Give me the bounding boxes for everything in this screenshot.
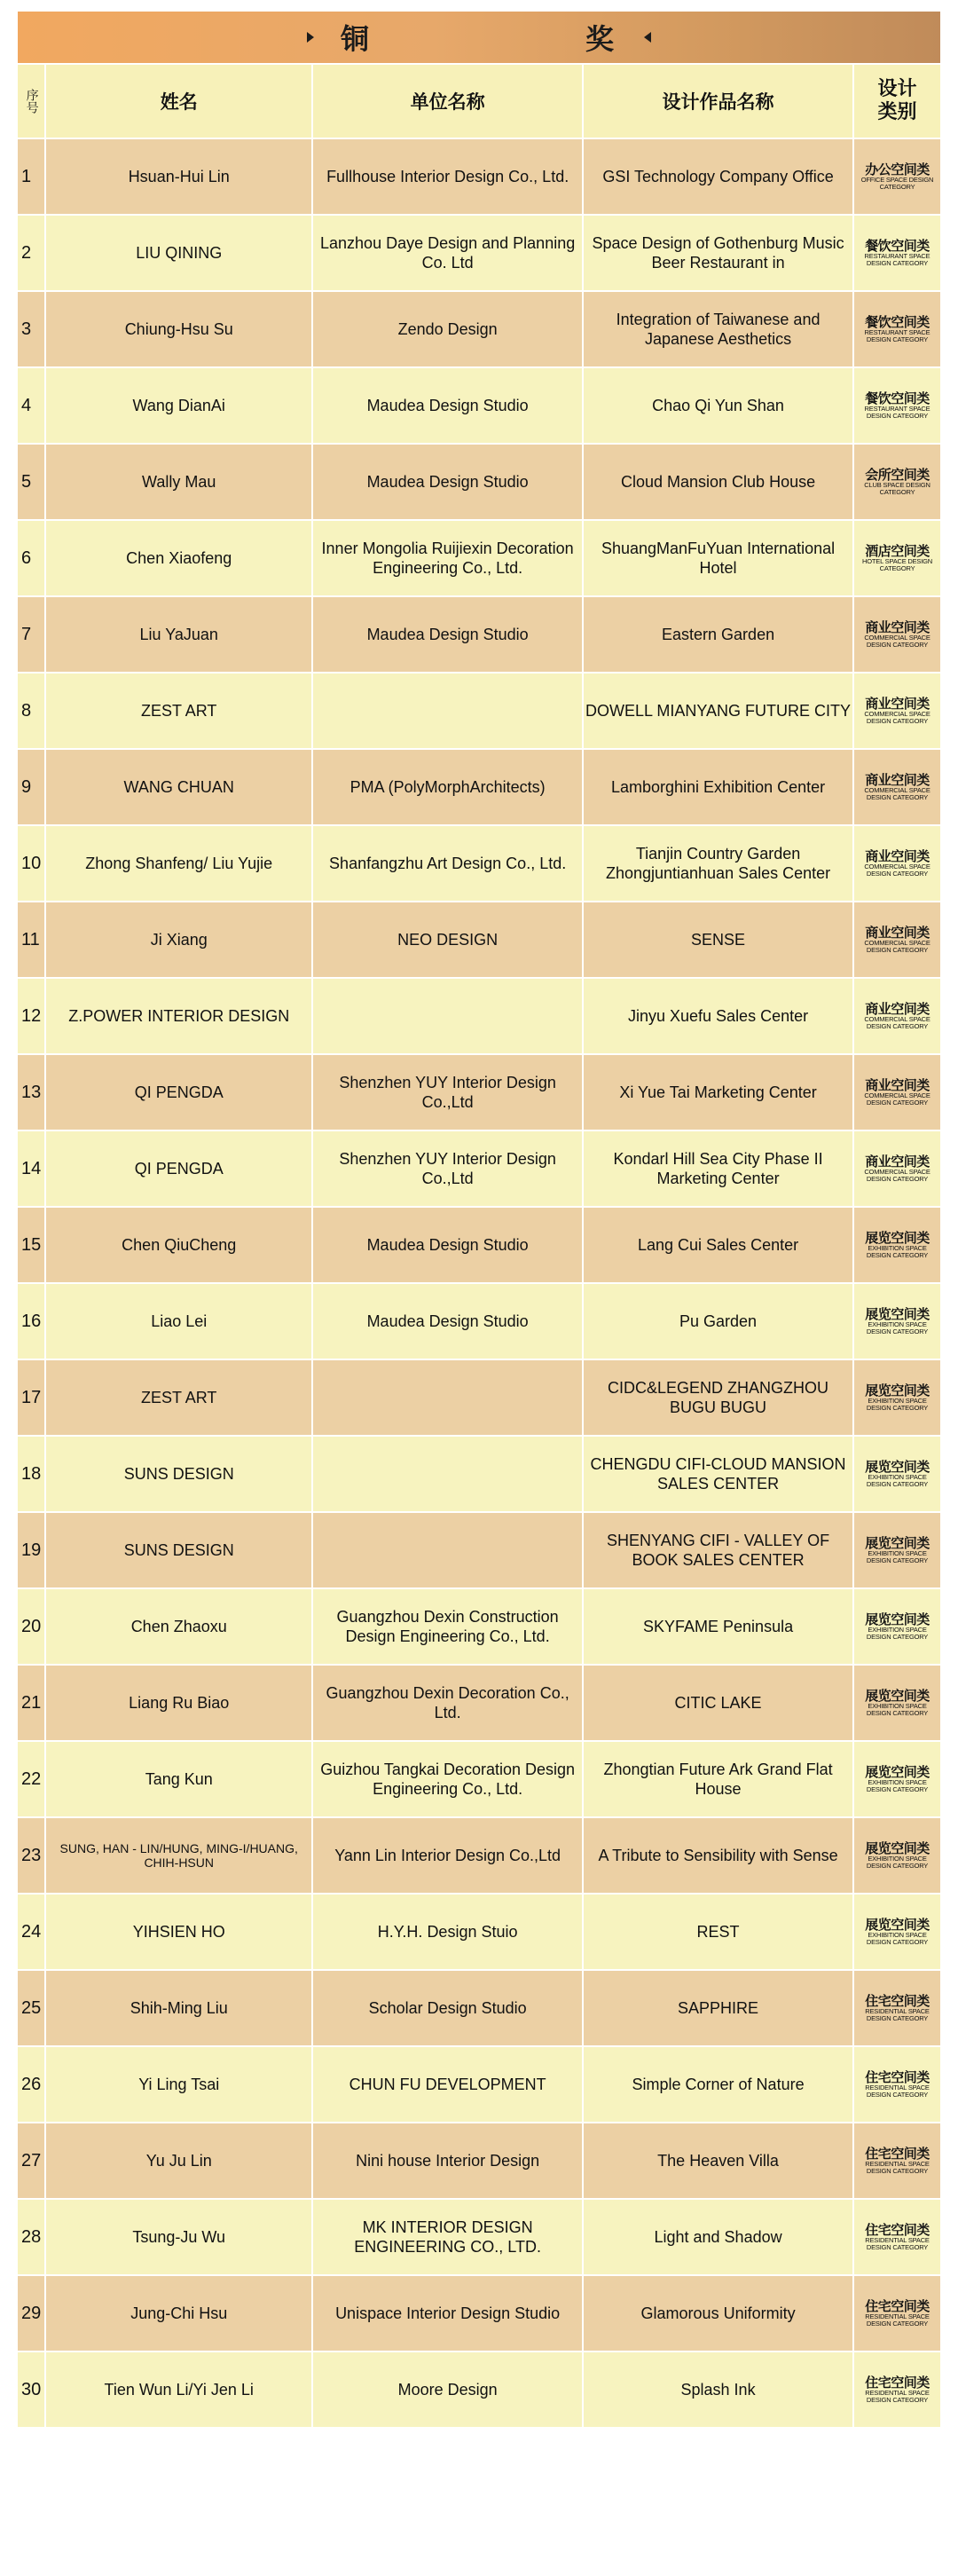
row-number: 1: [18, 139, 44, 214]
designer-name: QI PENGDA: [46, 1131, 311, 1206]
table-row: [18, 826, 940, 901]
category-en: COMMERCIAL SPACE DESIGN CATEGORY: [864, 1091, 931, 1107]
company-name: Unispace Interior Design Studio: [313, 2276, 582, 2351]
table-row: [18, 292, 940, 366]
designer-name: SUNG, HAN - LIN/HUNG, MING-I/HUANG, CHIH-HSUN: [46, 1818, 311, 1893]
header-no: 序号: [18, 65, 44, 138]
designer-name: WANG CHUAN: [46, 750, 311, 824]
category-cell: [854, 2276, 940, 2351]
category-en: OFFICE SPACE DESIGN CATEGORY: [860, 176, 934, 191]
work-title: Glamorous Uniformity: [584, 2276, 852, 2351]
header-category-text: 设计类别: [877, 78, 917, 123]
category-cn: 展览空间类: [865, 1764, 930, 1780]
company-name: Moore Design: [313, 2352, 582, 2427]
company-name: Guangzhou Dexin Decoration Co., Ltd.: [313, 1666, 582, 1740]
category-cell: [854, 2200, 940, 2274]
category-cn: 餐饮空间类: [865, 390, 930, 406]
row-number: 23: [18, 1818, 44, 1893]
designer-name: Wang DianAi: [46, 368, 311, 443]
category-en: EXHIBITION SPACE DESIGN CATEGORY: [866, 1320, 929, 1335]
table-row: [18, 1818, 940, 1893]
company-name: Nini house Interior Design: [313, 2123, 582, 2198]
category-cell: [854, 1971, 940, 2045]
row-number: 13: [18, 1055, 44, 1130]
category-cn: 住宅空间类: [865, 2298, 930, 2314]
table-row: [18, 674, 940, 748]
category-en: CLUB SPACE DESIGN CATEGORY: [864, 481, 931, 496]
category-cn: 商业空间类: [865, 1154, 930, 1170]
row-number: 20: [18, 1589, 44, 1664]
table-row: [18, 1971, 940, 2045]
row-number: 6: [18, 521, 44, 595]
category-cn: 会所空间类: [865, 467, 930, 483]
category-en: RESIDENTIAL SPACE DESIGN CATEGORY: [865, 2236, 930, 2251]
table-row: [18, 1360, 940, 1435]
category-en: COMMERCIAL SPACE DESIGN CATEGORY: [864, 786, 931, 801]
category-cell: [854, 1437, 940, 1511]
category-en: EXHIBITION SPACE DESIGN CATEGORY: [866, 1931, 929, 1946]
work-title: ShuangManFuYuan International Hotel: [584, 521, 852, 595]
table-row: [18, 1437, 940, 1511]
category-en: EXHIBITION SPACE DESIGN CATEGORY: [866, 1626, 929, 1641]
work-title: Simple Corner of Nature: [584, 2047, 852, 2122]
category-cell: [854, 1589, 940, 1664]
table-row: [18, 368, 940, 443]
work-title: Eastern Garden: [584, 597, 852, 672]
designer-name: Ji Xiang: [46, 902, 311, 977]
work-title: SENSE: [584, 902, 852, 977]
table-row: [18, 2123, 940, 2198]
category-cell: [854, 292, 940, 366]
table-row: [18, 750, 940, 824]
category-cn: 商业空间类: [865, 848, 930, 864]
row-number: 12: [18, 979, 44, 1053]
category-cell: [854, 1131, 940, 1206]
designer-name: Wally Mau: [46, 445, 311, 519]
designer-name: Jung-Chi Hsu: [46, 2276, 311, 2351]
category-cn: 展览空间类: [865, 1459, 930, 1475]
company-name: Shenzhen YUY Interior Design Co.,Ltd: [313, 1131, 582, 1206]
table-row: [18, 1895, 940, 1969]
category-cell: [854, 2352, 940, 2427]
award-sheet: [18, 12, 940, 2429]
category-cn: 商业空间类: [865, 1001, 930, 1017]
row-number: 24: [18, 1895, 44, 1969]
category-en: COMMERCIAL SPACE DESIGN CATEGORY: [864, 939, 931, 954]
company-name: [313, 979, 582, 1053]
designer-name: Z.POWER INTERIOR DESIGN: [46, 979, 311, 1053]
category-en: COMMERCIAL SPACE DESIGN CATEGORY: [864, 634, 931, 649]
row-number: 28: [18, 2200, 44, 2274]
category-cn: 展览空间类: [865, 1306, 930, 1322]
category-cell: [854, 1818, 940, 1893]
designer-name: SUNS DESIGN: [46, 1513, 311, 1587]
designer-name: Tang Kun: [46, 1742, 311, 1816]
category-en: EXHIBITION SPACE DESIGN CATEGORY: [866, 1778, 929, 1793]
row-number: 22: [18, 1742, 44, 1816]
triangle-right-icon: [307, 32, 314, 43]
designer-name: LIU QINING: [46, 216, 311, 290]
row-number: 27: [18, 2123, 44, 2198]
designer-name: Zhong Shanfeng/ Liu Yujie: [46, 826, 311, 901]
row-number: 15: [18, 1208, 44, 1282]
category-cn: 展览空间类: [865, 1840, 930, 1856]
designer-name: SUNS DESIGN: [46, 1437, 311, 1511]
company-name: Maudea Design Studio: [313, 445, 582, 519]
work-title: SHENYANG CIFI - VALLEY OF BOOK SALES CENTER: [584, 1513, 852, 1587]
work-title: Chao Qi Yun Shan: [584, 368, 852, 443]
designer-name: Liang Ru Biao: [46, 1666, 311, 1740]
work-title: Cloud Mansion Club House: [584, 445, 852, 519]
table-row: [18, 2047, 940, 2122]
award-table: [16, 63, 942, 2429]
category-cn: 商业空间类: [865, 772, 930, 788]
category-cell: [854, 1284, 940, 1359]
category-cell: [854, 1055, 940, 1130]
category-cn: 商业空间类: [865, 619, 930, 635]
work-title: CIDC&LEGEND ZHANGZHOU BUGU BUGU: [584, 1360, 852, 1435]
company-name: Shanfangzhu Art Design Co., Ltd.: [313, 826, 582, 901]
company-name: Zendo Design: [313, 292, 582, 366]
category-cell: [854, 1513, 940, 1587]
work-title: REST: [584, 1895, 852, 1969]
category-en: EXHIBITION SPACE DESIGN CATEGORY: [866, 1397, 929, 1412]
category-en: EXHIBITION SPACE DESIGN CATEGORY: [866, 1244, 929, 1259]
company-name: [313, 1513, 582, 1587]
company-name: Guangzhou Dexin Construction Design Engineering Co., Ltd.: [313, 1589, 582, 1664]
category-cell: [854, 216, 940, 290]
company-name: Inner Mongolia Ruijiexin Decoration Engineering Co., Ltd.: [313, 521, 582, 595]
designer-name: Yu Ju Lin: [46, 2123, 311, 2198]
category-cell: [854, 902, 940, 977]
category-cell: [854, 597, 940, 672]
company-name: Fullhouse Interior Design Co., Ltd.: [313, 139, 582, 214]
category-en: RESTAURANT SPACE DESIGN CATEGORY: [864, 405, 931, 420]
work-title: DOWELL MIANYANG FUTURE CITY: [584, 674, 852, 748]
category-cell: [854, 445, 940, 519]
work-title: GSI Technology Company Office: [584, 139, 852, 214]
company-name: Lanzhou Daye Design and Planning Co. Ltd: [313, 216, 582, 290]
category-en: COMMERCIAL SPACE DESIGN CATEGORY: [864, 863, 931, 878]
designer-name: QI PENGDA: [46, 1055, 311, 1130]
work-title: CHENGDU CIFI-CLOUD MANSION SALES CENTER: [584, 1437, 852, 1511]
triangle-left-icon: [644, 32, 651, 43]
category-en: EXHIBITION SPACE DESIGN CATEGORY: [866, 1702, 929, 1717]
category-cn: 住宅空间类: [865, 2069, 930, 2085]
designer-name: Tien Wun Li/Yi Jen Li: [46, 2352, 311, 2427]
title-left-char: 铜: [340, 22, 373, 56]
table-row: [18, 1589, 940, 1664]
work-title: SKYFAME Peninsula: [584, 1589, 852, 1664]
header-company: 单位名称: [313, 65, 582, 138]
company-name: Maudea Design Studio: [313, 597, 582, 672]
category-cn: 住宅空间类: [865, 2222, 930, 2238]
category-en: RESIDENTIAL SPACE DESIGN CATEGORY: [865, 2084, 930, 2099]
table-row: [18, 2276, 940, 2351]
category-en: RESTAURANT SPACE DESIGN CATEGORY: [864, 252, 931, 267]
row-number: 3: [18, 292, 44, 366]
work-title: Kondarl Hill Sea City Phase II Marketing Center: [584, 1131, 852, 1206]
designer-name: ZEST ART: [46, 1360, 311, 1435]
company-name: Shenzhen YUY Interior Design Co.,Ltd: [313, 1055, 582, 1130]
category-cn: 商业空间类: [865, 1077, 930, 1093]
company-name: Maudea Design Studio: [313, 1284, 582, 1359]
title-right-char: 奖: [585, 22, 618, 56]
category-cell: [854, 1666, 940, 1740]
work-title: Integration of Taiwanese and Japanese Aesthetics: [584, 292, 852, 366]
work-title: Light and Shadow: [584, 2200, 852, 2274]
category-cell: [854, 139, 940, 214]
work-title: Lang Cui Sales Center: [584, 1208, 852, 1282]
category-cn: 商业空间类: [865, 696, 930, 712]
header-work: 设计作品名称: [584, 65, 852, 138]
table-row: [18, 1131, 940, 1206]
designer-name: Liu YaJuan: [46, 597, 311, 672]
row-number: 5: [18, 445, 44, 519]
work-title: Splash Ink: [584, 2352, 852, 2427]
company-name: NEO DESIGN: [313, 902, 582, 977]
category-cell: [854, 2123, 940, 2198]
designer-name: Yi Ling Tsai: [46, 2047, 311, 2122]
company-name: CHUN FU DEVELOPMENT: [313, 2047, 582, 2122]
row-number: 9: [18, 750, 44, 824]
category-cell: [854, 826, 940, 901]
designer-name: Hsuan-Hui Lin: [46, 139, 311, 214]
category-cell: [854, 1360, 940, 1435]
category-en: RESIDENTIAL SPACE DESIGN CATEGORY: [865, 2312, 930, 2328]
category-cell: [854, 368, 940, 443]
designer-name: Liao Lei: [46, 1284, 311, 1359]
designer-name: Tsung-Ju Wu: [46, 2200, 311, 2274]
category-cn: 展览空间类: [865, 1917, 930, 1933]
category-cn: 住宅空间类: [865, 1993, 930, 2009]
designer-name: Chen Zhaoxu: [46, 1589, 311, 1664]
row-number: 17: [18, 1360, 44, 1435]
category-cn: 办公空间类: [865, 161, 930, 177]
row-number: 19: [18, 1513, 44, 1587]
row-number: 2: [18, 216, 44, 290]
table-row: [18, 1742, 940, 1816]
category-cn: 展览空间类: [865, 1383, 930, 1398]
company-name: Yann Lin Interior Design Co.,Ltd: [313, 1818, 582, 1893]
company-name: PMA (PolyMorphArchitects): [313, 750, 582, 824]
row-number: 26: [18, 2047, 44, 2122]
row-number: 8: [18, 674, 44, 748]
table-row: [18, 139, 940, 214]
category-en: COMMERCIAL SPACE DESIGN CATEGORY: [864, 710, 931, 725]
category-cn: 住宅空间类: [865, 2146, 930, 2162]
category-en: EXHIBITION SPACE DESIGN CATEGORY: [866, 1549, 929, 1564]
row-number: 7: [18, 597, 44, 672]
work-title: Xi Yue Tai Marketing Center: [584, 1055, 852, 1130]
category-cell: [854, 1208, 940, 1282]
category-en: EXHIBITION SPACE DESIGN CATEGORY: [866, 1855, 929, 1870]
work-title: SAPPHIRE: [584, 1971, 852, 2045]
category-en: COMMERCIAL SPACE DESIGN CATEGORY: [864, 1015, 931, 1030]
work-title: CITIC LAKE: [584, 1666, 852, 1740]
category-cn: 酒店空间类: [865, 543, 930, 559]
company-name: Maudea Design Studio: [313, 368, 582, 443]
header-name: 姓名: [46, 65, 311, 138]
company-name: Maudea Design Studio: [313, 1208, 582, 1282]
company-name: Guizhou Tangkai Decoration Design Engineering Co., Ltd.: [313, 1742, 582, 1816]
work-title: Lamborghini Exhibition Center: [584, 750, 852, 824]
work-title: Space Design of Gothenburg Music Beer Restaurant in: [584, 216, 852, 290]
row-number: 16: [18, 1284, 44, 1359]
table-row: [18, 2352, 940, 2427]
table-row: [18, 2200, 940, 2274]
table-row: [18, 1666, 940, 1740]
category-cn: 展览空间类: [865, 1230, 930, 1246]
row-number: 10: [18, 826, 44, 901]
designer-name: Chen QiuCheng: [46, 1208, 311, 1282]
table-row: [18, 1513, 940, 1587]
category-cell: [854, 1742, 940, 1816]
category-cn: 餐饮空间类: [865, 314, 930, 330]
row-number: 11: [18, 902, 44, 977]
work-title: Pu Garden: [584, 1284, 852, 1359]
category-cn: 展览空间类: [865, 1611, 930, 1627]
category-en: COMMERCIAL SPACE DESIGN CATEGORY: [864, 1168, 931, 1183]
table-row: [18, 1055, 940, 1130]
category-cn: 餐饮空间类: [865, 238, 930, 254]
category-cell: [854, 1895, 940, 1969]
table-row: [18, 597, 940, 672]
category-en: EXHIBITION SPACE DESIGN CATEGORY: [866, 1473, 929, 1488]
designer-name: YIHSIEN HO: [46, 1895, 311, 1969]
table-header-row: [18, 65, 940, 138]
company-name: [313, 674, 582, 748]
designer-name: ZEST ART: [46, 674, 311, 748]
row-number: 21: [18, 1666, 44, 1740]
row-number: 30: [18, 2352, 44, 2427]
category-cell: [854, 2047, 940, 2122]
work-title: Jinyu Xuefu Sales Center: [584, 979, 852, 1053]
row-number: 29: [18, 2276, 44, 2351]
category-cn: 住宅空间类: [865, 2375, 930, 2391]
category-cell: [854, 674, 940, 748]
table-row: [18, 979, 940, 1053]
company-name: [313, 1360, 582, 1435]
row-number: 18: [18, 1437, 44, 1511]
work-title: A Tribute to Sensibility with Sense: [584, 1818, 852, 1893]
company-name: Scholar Design Studio: [313, 1971, 582, 2045]
company-name: H.Y.H. Design Stuio: [313, 1895, 582, 1969]
category-en: RESIDENTIAL SPACE DESIGN CATEGORY: [865, 2389, 930, 2404]
category-cn: 展览空间类: [865, 1535, 930, 1551]
category-en: RESTAURANT SPACE DESIGN CATEGORY: [864, 328, 931, 343]
work-title: The Heaven Villa: [584, 2123, 852, 2198]
category-en: HOTEL SPACE DESIGN CATEGORY: [862, 557, 932, 572]
designer-name: Shih-Ming Liu: [46, 1971, 311, 2045]
designer-name: Chiung-Hsu Su: [46, 292, 311, 366]
company-name: [313, 1437, 582, 1511]
table-body: [18, 139, 940, 2427]
category-cell: [854, 521, 940, 595]
category-cell: [854, 750, 940, 824]
row-number: 14: [18, 1131, 44, 1206]
category-en: RESIDENTIAL SPACE DESIGN CATEGORY: [865, 2160, 930, 2175]
work-title: Zhongtian Future Ark Grand Flat House: [584, 1742, 852, 1816]
table-row: [18, 1208, 940, 1282]
table-row: [18, 521, 940, 595]
table-row: [18, 1284, 940, 1359]
work-title: Tianjin Country Garden Zhongjuntianhuan Sales Center: [584, 826, 852, 901]
category-cell: [854, 979, 940, 1053]
title-bar: [18, 12, 940, 63]
company-name: MK INTERIOR DESIGN ENGINEERING CO., LTD.: [313, 2200, 582, 2274]
table-row: [18, 902, 940, 977]
row-number: 25: [18, 1971, 44, 2045]
table-row: [18, 216, 940, 290]
category-en: RESIDENTIAL SPACE DESIGN CATEGORY: [865, 2007, 930, 2022]
row-number: 4: [18, 368, 44, 443]
category-cn: 商业空间类: [865, 925, 930, 941]
table-row: [18, 445, 940, 519]
header-category: [854, 65, 940, 138]
designer-name: Chen Xiaofeng: [46, 521, 311, 595]
category-cn: 展览空间类: [865, 1688, 930, 1704]
